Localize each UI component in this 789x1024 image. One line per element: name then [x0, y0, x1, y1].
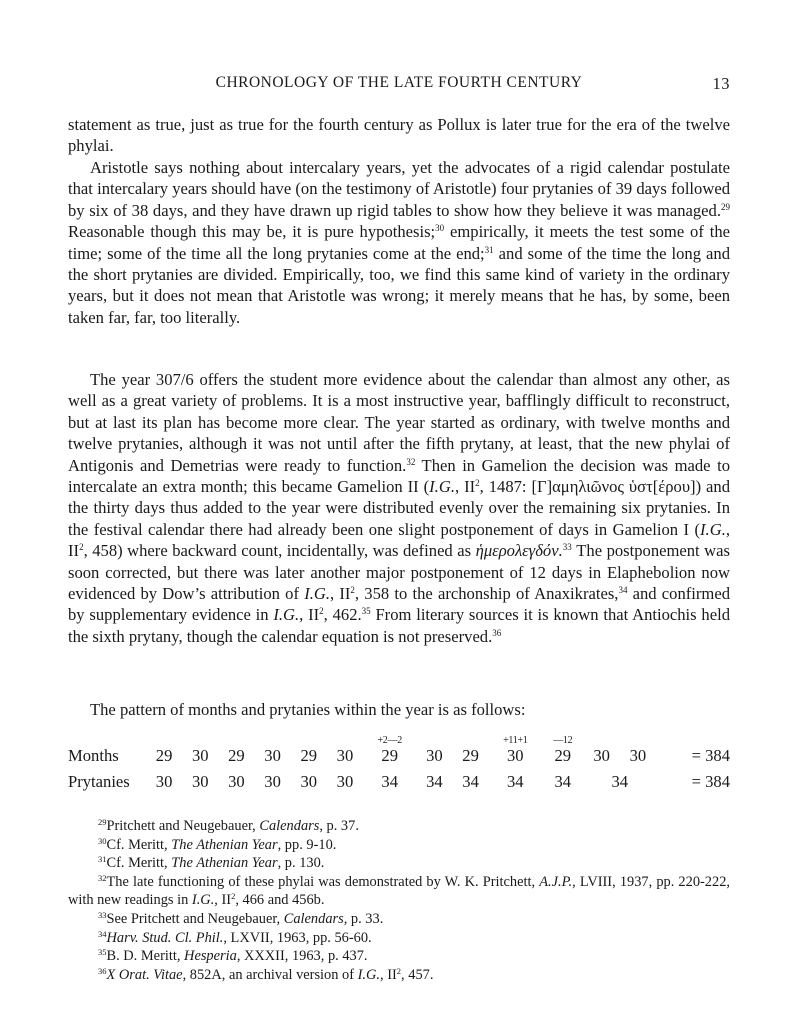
- paragraph-text: The pattern of months and prytanies within the year is as follows:: [90, 700, 526, 719]
- text-run: Aristotle says nothing about intercalary years, yet the advocates of a rigid calendar postulate that intercalary years should have (on the testimony of Aristotle) four prytanies of 39 days followed by six of 38 days, and they have drawn up rigid tables to show how they believe it was managed.: [68, 158, 730, 220]
- prytany-days: 30: [155, 772, 173, 791]
- footnote-34: [68, 929, 730, 948]
- text-run: , II: [299, 605, 320, 625]
- footnote-text: , LXVII, 1963, pp. 56-60.: [223, 929, 372, 946]
- footnote-text: , LVIII, 1937, pp. 220-222, with new readings in: [68, 873, 730, 909]
- month-cell: [363, 734, 416, 766]
- month-adjustment: [255, 736, 291, 746]
- month-adjustment: [416, 736, 452, 746]
- paragraph-pattern-intro: [68, 699, 730, 720]
- month-cell: [542, 734, 584, 766]
- text-run: , II: [68, 519, 730, 561]
- footnote-title: Hesperia: [184, 948, 237, 965]
- footnote-text: Cf. Meritt,: [106, 836, 172, 853]
- footnote-29: [68, 817, 730, 836]
- text-run: , 462.: [323, 605, 362, 625]
- prytany-days: 30: [300, 772, 318, 791]
- month-cell: [291, 734, 327, 766]
- text-run: and some of the time the long and the short prytanies are divided. Empirically, too, we find this same kind of variety in the ordinary years, but it does not mean that Aristotle was wrong; it merely means that he has, by some, been taken far, far, too literally.: [68, 243, 730, 327]
- footnote-ref-32[interactable]: 32: [406, 456, 416, 467]
- footnote-32: [68, 873, 730, 910]
- prytany-days: 30: [264, 772, 281, 791]
- month-days: 30: [426, 746, 443, 765]
- superscript-2: 2: [231, 891, 236, 902]
- citation-ig: I.G.: [273, 605, 300, 625]
- footnote-title: I.G.: [191, 892, 215, 909]
- month-days: 29: [462, 746, 479, 765]
- text-run: Then in Gamelion the decision was made to intercalate an extra month; this became Gamelion II (: [68, 455, 730, 497]
- paragraph-aristotle: [68, 157, 730, 328]
- footnote-text: , 457.: [401, 966, 434, 983]
- footnote-title: The Athenian Year: [171, 855, 278, 872]
- month-adjustment: [146, 736, 182, 746]
- footnote-ref-35[interactable]: 35: [361, 606, 371, 617]
- footnote-title: Harv. Stud. Cl. Phil.: [106, 929, 224, 946]
- footnote-title: Calendars: [259, 818, 320, 834]
- paragraph-text: [68, 157, 730, 328]
- footnote-number: 32: [98, 872, 107, 883]
- text-run: Reasonable though this may be, it is pure hypothesis;: [68, 222, 436, 242]
- text-run: The postponement was soon corrected, but there was later another major postponement of 12 days in Elaphebolion now evidenced by Dow’s attribution of: [68, 541, 730, 604]
- text-run: , 458) where backward count, incidentally, was defined as: [83, 541, 476, 561]
- text-run: , II: [454, 477, 476, 497]
- footnote-text: Cf. Meritt,: [106, 855, 172, 872]
- footnote-title: I.G.: [357, 966, 381, 983]
- month-cell: [182, 734, 218, 766]
- running-header: [68, 74, 730, 96]
- footnote-number: 30: [98, 835, 107, 846]
- month-days: 30: [191, 746, 209, 765]
- paragraph-year-307: [68, 369, 730, 647]
- month-days: 29: [228, 746, 245, 765]
- footnote-text: B. D. Meritt,: [106, 948, 185, 965]
- footnote-33: [68, 910, 730, 929]
- footnote-text: The late functioning of these phylai was demonstrated by W. K. Pritchett,: [106, 873, 540, 890]
- footnote-text: , II: [214, 892, 232, 909]
- footnote-number: 29: [98, 817, 107, 827]
- footnote-title: The Athenian Year: [171, 836, 278, 853]
- month-cell: [620, 734, 656, 766]
- footnote-text: , XXXII, 1963, p. 437.: [236, 948, 368, 965]
- month-adjustment: [620, 736, 656, 746]
- footnote-text: , p. 130.: [277, 855, 325, 872]
- months-total: = 384: [691, 746, 730, 765]
- footnote-number: 34: [98, 928, 107, 939]
- prytanies-total: = 384: [691, 772, 730, 791]
- superscript-2: 2: [319, 606, 324, 617]
- citation-ig: I.G.: [429, 477, 455, 497]
- month-days: 29: [155, 746, 173, 765]
- footnote-ref-34[interactable]: 34: [618, 585, 628, 596]
- month-cell: [255, 734, 291, 766]
- text-run: empirically, it meets the test some of the time; some of the time all the long prytanies come at the end;: [68, 222, 730, 263]
- citation-ig: I.G.: [700, 519, 726, 539]
- prytany-days: 34: [554, 772, 572, 791]
- running-title: CHRONOLOGY OF THE LATE FOURTH CENTURY: [215, 74, 583, 91]
- footnote-30: [68, 836, 730, 855]
- prytanies-label: Prytanies: [68, 772, 130, 791]
- prytany-days: 34: [507, 772, 524, 791]
- footnote-number: 31: [98, 854, 107, 865]
- month-days: 29: [300, 746, 318, 765]
- text-run: , 1487: [Γ]αμηλιῶνος ὑστ[έρου]) and the thirty days thus added to the year were distributed evenly over the remaining six prytanies. In the festival calendar there had already been one slight postponement of days in Gamelion I (: [68, 477, 730, 539]
- footnote-title: A.J.P.: [539, 873, 573, 890]
- footnote-text: , 852A, an archival version of: [182, 966, 358, 983]
- month-adjustment: [584, 736, 620, 746]
- superscript-2: 2: [350, 585, 355, 596]
- footnote-31: [68, 854, 730, 873]
- footnote-text: , 466 and 456b.: [235, 892, 325, 909]
- footnote-ref-33[interactable]: 33: [562, 542, 572, 553]
- month-days: 30: [264, 746, 281, 765]
- month-days: 30: [593, 746, 610, 765]
- text-run: , II: [330, 584, 351, 604]
- footnote-number: 33: [98, 909, 107, 920]
- superscript-2: 2: [79, 542, 84, 553]
- prytany-days: 34: [381, 772, 398, 791]
- months-label: Months: [68, 746, 119, 765]
- footnote-number: 36: [98, 965, 107, 976]
- paragraph-continuation: [68, 114, 730, 157]
- prytany-days: 34: [611, 772, 629, 791]
- footnote-ref-36[interactable]: 36: [492, 627, 502, 638]
- month-days: 30: [507, 746, 524, 765]
- footnote-title: X Orat. Vitae: [106, 966, 183, 983]
- prytany-days: 34: [426, 772, 443, 791]
- prytany-days: 34: [462, 772, 479, 791]
- pattern-table: [68, 734, 730, 792]
- superscript-2: 2: [396, 965, 402, 976]
- month-days: 29: [554, 746, 572, 765]
- prytany-days: 30: [336, 772, 354, 791]
- month-adjustment: [327, 736, 363, 746]
- text-run: , 358 to the archonship of Anaxikrates,: [354, 584, 619, 604]
- footnote-text: See Pritchett and Neugebauer,: [106, 910, 284, 927]
- footnote-ref-31[interactable]: 31: [484, 244, 494, 255]
- citation-ig: I.G.: [304, 584, 330, 604]
- greek-term: ἡμερολεγδόν.: [475, 541, 563, 561]
- month-adjustment: [291, 736, 327, 746]
- month-adjustment: [182, 736, 218, 746]
- month-days: 30: [336, 746, 354, 765]
- superscript-2: 2: [475, 478, 480, 489]
- footnotes: [68, 817, 730, 984]
- footnote-text: Pritchett and Neugebauer,: [106, 818, 260, 834]
- months-row: [68, 734, 730, 766]
- prytanies-row: [68, 766, 730, 792]
- month-adjustment: —12: [553, 735, 573, 746]
- month-days: 29: [381, 746, 398, 765]
- month-days: 30: [629, 746, 647, 765]
- month-cell: [416, 734, 452, 766]
- month-adjustment: [453, 736, 489, 746]
- footnote-text: , II: [380, 966, 397, 983]
- page-number: 13: [712, 74, 730, 93]
- paragraph-text: statement as true, just as true for the fourth century as Pollux is later true for the era of the twelve phylai.: [68, 115, 730, 156]
- text-run: and confirmed by supplementary evidence in: [68, 584, 731, 625]
- footnote-title: Calendars: [283, 910, 344, 927]
- footnote-text: , pp. 9-10.: [277, 836, 337, 853]
- text-run: From literary sources it is known that Antiochis held the sixth prytany, though the calendar equation is not preserved.: [68, 605, 730, 646]
- prytany-days: 30: [228, 772, 245, 791]
- footnote-text: , p. 37.: [319, 818, 359, 834]
- month-cell: [584, 734, 620, 766]
- month-adjustment: +11+1: [503, 735, 528, 746]
- month-adjustment: [218, 736, 254, 746]
- footnote-number: 35: [98, 947, 107, 958]
- paragraph-text: [68, 369, 730, 647]
- text-run: The year 307/6 offers the student more evidence about the calendar than almost any other, as well as a great variety of problems. It is a most instructive year, bafflingly difficult to reconstruct, but at last its plan has become more clear. The year started as ordinary, with twelve months and twelve prytanies, although it was not until after the fifth prytany, at least, that the new phylai of Antigonis and Demetrias were ready to function.: [68, 370, 730, 475]
- footnote-ref-29[interactable]: 29: [721, 201, 730, 212]
- footnote-36: [68, 966, 730, 985]
- month-cell: [146, 734, 182, 766]
- prytany-days: 30: [191, 772, 209, 791]
- month-adjustment: +2—2: [377, 735, 402, 746]
- footnote-35: [68, 947, 730, 966]
- footnote-text: , p. 33.: [343, 910, 384, 927]
- month-cell: [489, 734, 542, 766]
- month-cell: [453, 734, 489, 766]
- footnote-ref-30[interactable]: 30: [435, 223, 445, 234]
- month-cell: [218, 734, 254, 766]
- month-cell: [327, 734, 363, 766]
